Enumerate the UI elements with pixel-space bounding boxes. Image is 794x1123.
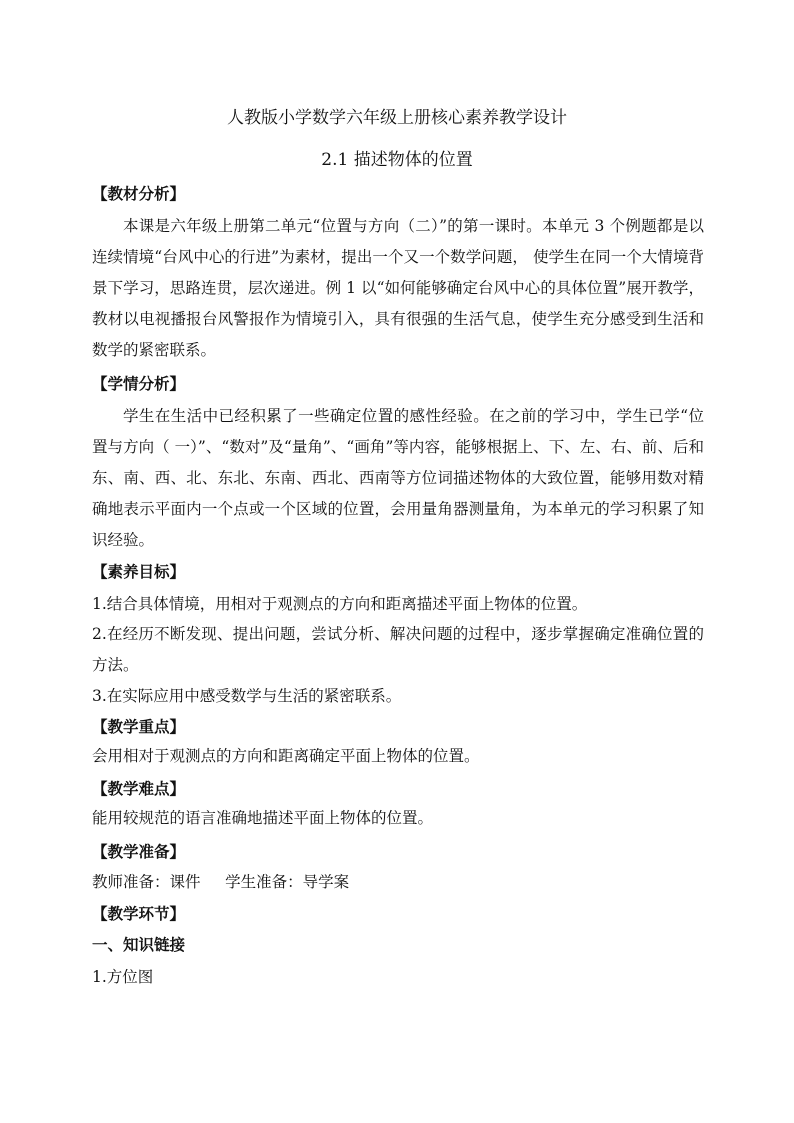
heading-goals: 【素养目标】 [92, 562, 186, 581]
heading-process: 【教学环节】 [92, 904, 186, 923]
document-title: 人教版小学数学六年级上册核心素养教学设计 [227, 108, 567, 128]
paragraph-textbook-analysis: 本课是六年级上册第二单元“位置与方向（二）”的第一课时。本单元 3 个例题都是以连续情境“台风中心的行进”为素材，提出一个又一个数学问题， 使学生在同一个大情境背景下学习，思路连贯，层次递进。例 1 以“如何能够确定台风中心的具体位置”展开教学，教材以电视播报台风警报作为情境引入，具有很强的生活气息，使学生充分感受到生活和数学的紧密联系。 [92, 217, 704, 359]
heading-difficulties: 【教学难点】 [92, 779, 186, 798]
difficulties-text: 能用较规范的语言准确地描述平面上物体的位置。 [92, 809, 434, 827]
key-points-text: 会用相对于观测点的方向和距离确定平面上物体的位置。 [92, 747, 480, 765]
paragraph-student-analysis: 学生在生活中已经积累了一些确定位置的感性经验。在之前的学习中，学生已学“位置与方向（ 一）”、“数对”及“量角”、“画角”等内容，能够根据上、下、左、右、前、后和东、南、西、北、东北、东南、西北、西南等方位词描述物体的大致位置，能够用数对精确地表示平面内一个点或一个区域的位置，会用量角器测量角，为本单元的学习积累了知识经验。 [92, 407, 704, 549]
lesson-subtitle: 2.1 描述物体的位置 [321, 150, 473, 170]
heading-preparation: 【教学准备】 [92, 842, 186, 861]
heading-student-analysis: 【学情分析】 [92, 374, 186, 393]
process-item-1: 1.方位图 [92, 968, 154, 986]
goal-item-2: 2.在经历不断发现、提出问题，尝试分析、解决问题的过程中，逐步掌握确定准确位置的方法。 [92, 625, 704, 674]
preparation-text: 教师准备：课件 学生准备：导学案 [92, 873, 350, 891]
goal-item-3: 3.在实际应用中感受数学与生活的紧密联系。 [92, 687, 402, 705]
subheading-knowledge-link: 一、知识链接 [92, 935, 186, 954]
goal-item-1: 1.结合具体情境，用相对于观测点的方向和距离描述平面上物体的位置。 [92, 595, 588, 613]
heading-key-points: 【教学重点】 [92, 717, 186, 736]
heading-textbook-analysis: 【教材分析】 [92, 184, 186, 203]
